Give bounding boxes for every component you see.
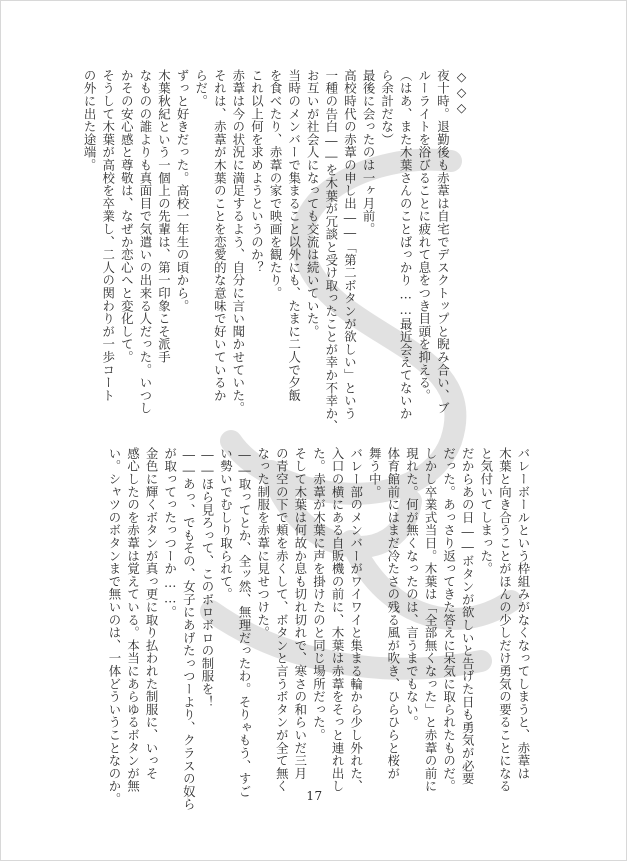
top-text-block bbox=[80, 69, 470, 433]
text-line: 夜十時。退勤後も赤葦は自宅でデスクトップと睨み合い、ブ bbox=[435, 69, 451, 415]
text-line: らだ。 bbox=[193, 69, 209, 108]
text-line: 当時のメンバーで集まること以外にも、たまに二人で夕飯 bbox=[286, 69, 302, 402]
text-line: かその安心感と尊敬は、なぜか恋心へと変化して。 bbox=[119, 69, 135, 364]
text-line: 体育館前にはまだ冷たさの残る風が吹き、ひらひらと桜が bbox=[385, 447, 401, 780]
text-line: そして木葉は何故か息も切れ切れで、寒さの和らいだ三月 bbox=[292, 447, 308, 780]
text-line: い勢いでむしり取られて。 bbox=[218, 447, 234, 601]
text-line: た。赤葦が木葉に声を掛けたのと同じ場所だった。 bbox=[311, 447, 327, 742]
text-line: 木葉と向き合うことがほんの少しだけ勇気の要ることになる bbox=[497, 447, 513, 793]
text-line: お互いが社会人になっても交流は続いていた。 bbox=[305, 69, 321, 338]
text-line: ――取ってとか、全ッ然、無理だったわ。そりゃもう、すご bbox=[237, 447, 253, 798]
text-line: 感心したのを赤葦は覚えている。本当にあらゆるボタンが無 bbox=[125, 447, 141, 793]
text-line: だからあの日――ボタンが欲しいと告げた日も勇気が必要 bbox=[460, 447, 476, 785]
text-line: バレーボールという枠組みがなくなってしまうと、赤葦は bbox=[516, 447, 531, 780]
text-line: 一種の告白――を木葉が冗談と受け取ったことが幸か不幸か、 bbox=[323, 69, 339, 433]
text-line: ――ほら見ろって、このボロボロの制服を！ bbox=[199, 447, 215, 709]
text-line: と気付いてしまった。 bbox=[478, 447, 494, 575]
text-line: ずっと好きだった。高校一年生の頃から。 bbox=[175, 69, 191, 313]
text-line: ら余計だな） bbox=[379, 69, 395, 146]
text-line: それは、赤葦が木葉のことを恋愛的な意味で好いているか bbox=[212, 69, 228, 402]
text-line: 木葉秋紀という一個上の先輩は、第一印象こそ派手 bbox=[156, 69, 172, 364]
text-line: の外に出た途端。 bbox=[82, 69, 98, 172]
text-line: なものの誰よりも真面目で気遣いの出来る人だった。いつし bbox=[137, 69, 153, 415]
text-line: 金色に輝くボタンが真っ更に取り払われた制服に、いっそ bbox=[144, 447, 160, 780]
text-line: の青空の下で頬を赤くして、ボタンと言うボタンが全て無く bbox=[274, 447, 290, 793]
text-line: 高校時代の赤葦の申し出――「第二ボタンが欲しい」という bbox=[342, 69, 358, 420]
page-number: 17 bbox=[306, 789, 323, 803]
text-line: 最後に会ったのは一ヶ月前。 bbox=[361, 69, 377, 236]
text-line: だった。あっさり返ってきた答えに呆気に取られたものだ。 bbox=[441, 447, 457, 793]
text-line: い。シャツのボタンまで無いのは、一体どういうことなのか。 bbox=[106, 447, 122, 806]
text-line: が取ってったっつーか……。 bbox=[162, 447, 178, 619]
text-line: （はあ、また木葉さんのことばっかり……最近会えてないか bbox=[398, 69, 414, 420]
text-line: これ以上何を求めようというのか？ bbox=[249, 69, 265, 274]
text-line: なった制服を赤葦に見せつけた。 bbox=[255, 447, 271, 639]
text-line: を食べたり、赤葦の家で映画を観たり。 bbox=[268, 69, 284, 300]
text-line: そうして木葉が高校を卒業し、二人の関わりが一歩コート bbox=[100, 69, 116, 402]
text-line: ルーライトを浴びることに疲れて息をつき目頭を抑える。 bbox=[416, 69, 432, 402]
text-line: 舞う中。 bbox=[367, 447, 383, 499]
section-mark: ◇◇◇ bbox=[454, 69, 469, 116]
text-line: ――あっ、でもその、女子にあげたっつーより、クラスの奴ら bbox=[181, 447, 197, 811]
text-line: しかし卒業式当日。木葉は「全部無くなった」と赤葦の前に bbox=[423, 447, 439, 793]
text-line: 現れた。何が無くなったのは、言うまでもない。 bbox=[404, 447, 420, 729]
text-line: 赤葦は今の状況に満足するよう、自分に言い聞かせていた。 bbox=[230, 69, 246, 415]
text-line: 入口の横にある自販機の前に、木葉は赤葦をそっと連れ出し bbox=[330, 447, 346, 793]
text-line: バレー部のメンバーがワイワイと集まる輪から少し外れた、 bbox=[348, 447, 364, 793]
